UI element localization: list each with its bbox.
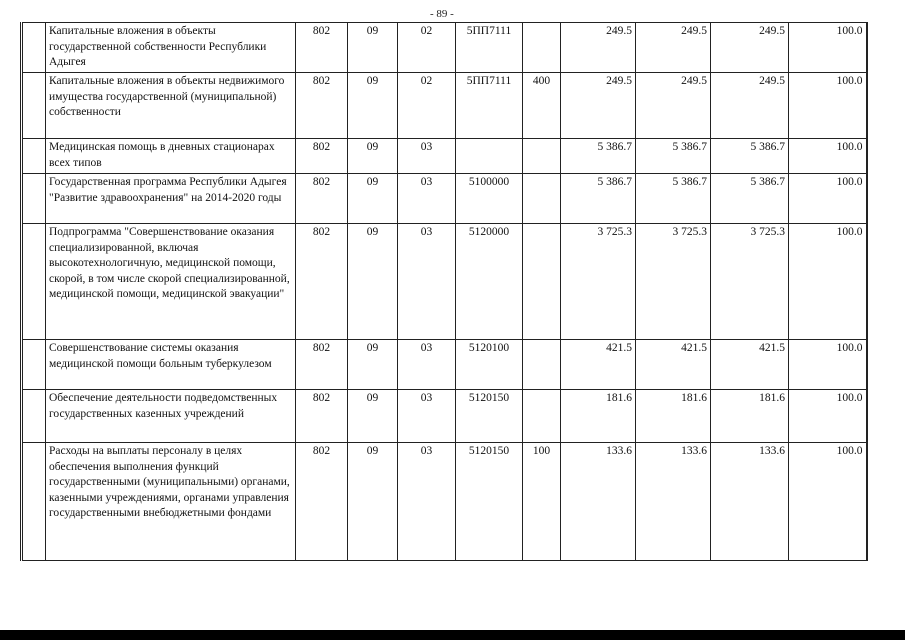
row-value-3: 181.6: [711, 390, 789, 443]
table-row: [22, 73, 867, 139]
row-margin-cell: [22, 390, 46, 443]
row-value-3: 3 725.3: [711, 224, 789, 340]
row-value-2: 5 386.7: [636, 139, 711, 174]
row-section-code: 09: [348, 224, 398, 340]
table-row: [22, 340, 867, 390]
row-target-code: 5120000: [456, 224, 523, 340]
row-target-code: 5100000: [456, 174, 523, 224]
row-section-code: 09: [348, 390, 398, 443]
row-margin-cell: [22, 73, 46, 139]
table-row: [22, 139, 867, 174]
row-section-code: 09: [348, 23, 398, 73]
row-value-3: 5 386.7: [711, 174, 789, 224]
row-name: Капитальные вложения в объекты государственной собственности Республики Адыгея: [46, 23, 296, 73]
row-margin-cell: [22, 340, 46, 390]
row-value-3: 5 386.7: [711, 139, 789, 174]
row-ministry-code: 802: [296, 174, 348, 224]
row-value-2: 3 725.3: [636, 224, 711, 340]
row-expense-type-code: 100: [523, 443, 561, 561]
row-target-code: 5120150: [456, 443, 523, 561]
budget-table-wrapper: [20, 22, 868, 561]
row-section-code: 09: [348, 340, 398, 390]
row-percent: 100.0: [789, 73, 867, 139]
row-value-1: 421.5: [561, 340, 636, 390]
row-value-3: 421.5: [711, 340, 789, 390]
row-expense-type-code: [523, 139, 561, 174]
row-value-3: 249.5: [711, 73, 789, 139]
row-target-code: 5ПП7111: [456, 23, 523, 73]
row-name: Расходы на выплаты персоналу в целях обеспечения выполнения функций государственными (муниципальными) органами, казенными учреждениями, органами управления государственными внебюджетными фондами: [46, 443, 296, 561]
row-subsection-code: 03: [398, 340, 456, 390]
row-name: Подпрограмма "Совершенствование оказания специализированной, включая высокотехнологичную, медицинской помощи, скорой, в том числе скорой специализированной, медицинской помощи, медицинской эвакуации": [46, 224, 296, 340]
row-expense-type-code: [523, 390, 561, 443]
row-margin-cell: [22, 443, 46, 561]
row-percent: 100.0: [789, 23, 867, 73]
row-value-1: 181.6: [561, 390, 636, 443]
row-expense-type-code: [523, 224, 561, 340]
table-row: [22, 224, 867, 340]
table-row: [22, 23, 867, 73]
row-percent: 100.0: [789, 443, 867, 561]
row-subsection-code: 03: [398, 174, 456, 224]
budget-table-body: [22, 23, 867, 561]
row-margin-cell: [22, 224, 46, 340]
row-value-1: 249.5: [561, 23, 636, 73]
row-subsection-code: 02: [398, 23, 456, 73]
row-ministry-code: 802: [296, 443, 348, 561]
row-percent: 100.0: [789, 139, 867, 174]
row-subsection-code: 03: [398, 443, 456, 561]
row-ministry-code: 802: [296, 139, 348, 174]
row-target-code: [456, 139, 523, 174]
row-subsection-code: 03: [398, 139, 456, 174]
row-value-1: 3 725.3: [561, 224, 636, 340]
row-margin-cell: [22, 174, 46, 224]
row-section-code: 09: [348, 139, 398, 174]
row-value-1: 5 386.7: [561, 139, 636, 174]
row-value-3: 133.6: [711, 443, 789, 561]
row-value-3: 249.5: [711, 23, 789, 73]
row-subsection-code: 03: [398, 390, 456, 443]
row-name: Капитальные вложения в объекты недвижимого имущества государственной (муниципальной) собственности: [46, 73, 296, 139]
scan-bottom-edge: [0, 630, 905, 640]
row-ministry-code: 802: [296, 73, 348, 139]
row-ministry-code: 802: [296, 224, 348, 340]
row-ministry-code: 802: [296, 340, 348, 390]
row-name: Государственная программа Республики Адыгея "Развитие здравоохранения" на 2014-2020 годы: [46, 174, 296, 224]
row-expense-type-code: [523, 340, 561, 390]
row-value-2: 133.6: [636, 443, 711, 561]
row-percent: 100.0: [789, 340, 867, 390]
row-value-2: 249.5: [636, 23, 711, 73]
row-value-2: 181.6: [636, 390, 711, 443]
row-value-1: 249.5: [561, 73, 636, 139]
row-ministry-code: 802: [296, 23, 348, 73]
row-section-code: 09: [348, 73, 398, 139]
table-row: [22, 174, 867, 224]
row-percent: 100.0: [789, 224, 867, 340]
row-ministry-code: 802: [296, 390, 348, 443]
row-expense-type-code: [523, 23, 561, 73]
page-number: - 89 -: [430, 8, 454, 20]
row-value-2: 421.5: [636, 340, 711, 390]
row-value-2: 249.5: [636, 73, 711, 139]
table-row: [22, 443, 867, 561]
row-name: Совершенствование системы оказания медицинской помощи больным туберкулезом: [46, 340, 296, 390]
row-subsection-code: 02: [398, 73, 456, 139]
row-target-code: 5120150: [456, 390, 523, 443]
row-target-code: 5ПП7111: [456, 73, 523, 139]
row-percent: 100.0: [789, 390, 867, 443]
row-section-code: 09: [348, 174, 398, 224]
row-target-code: 5120100: [456, 340, 523, 390]
row-subsection-code: 03: [398, 224, 456, 340]
row-section-code: 09: [348, 443, 398, 561]
row-margin-cell: [22, 23, 46, 73]
row-value-1: 5 386.7: [561, 174, 636, 224]
row-value-2: 5 386.7: [636, 174, 711, 224]
row-value-1: 133.6: [561, 443, 636, 561]
row-name: Обеспечение деятельности подведомственных государственных казенных учреждений: [46, 390, 296, 443]
budget-table: [20, 22, 868, 561]
row-expense-type-code: [523, 174, 561, 224]
row-expense-type-code: 400: [523, 73, 561, 139]
row-margin-cell: [22, 139, 46, 174]
row-name: Медицинская помощь в дневных стационарах всех типов: [46, 139, 296, 174]
row-percent: 100.0: [789, 174, 867, 224]
table-row: [22, 390, 867, 443]
